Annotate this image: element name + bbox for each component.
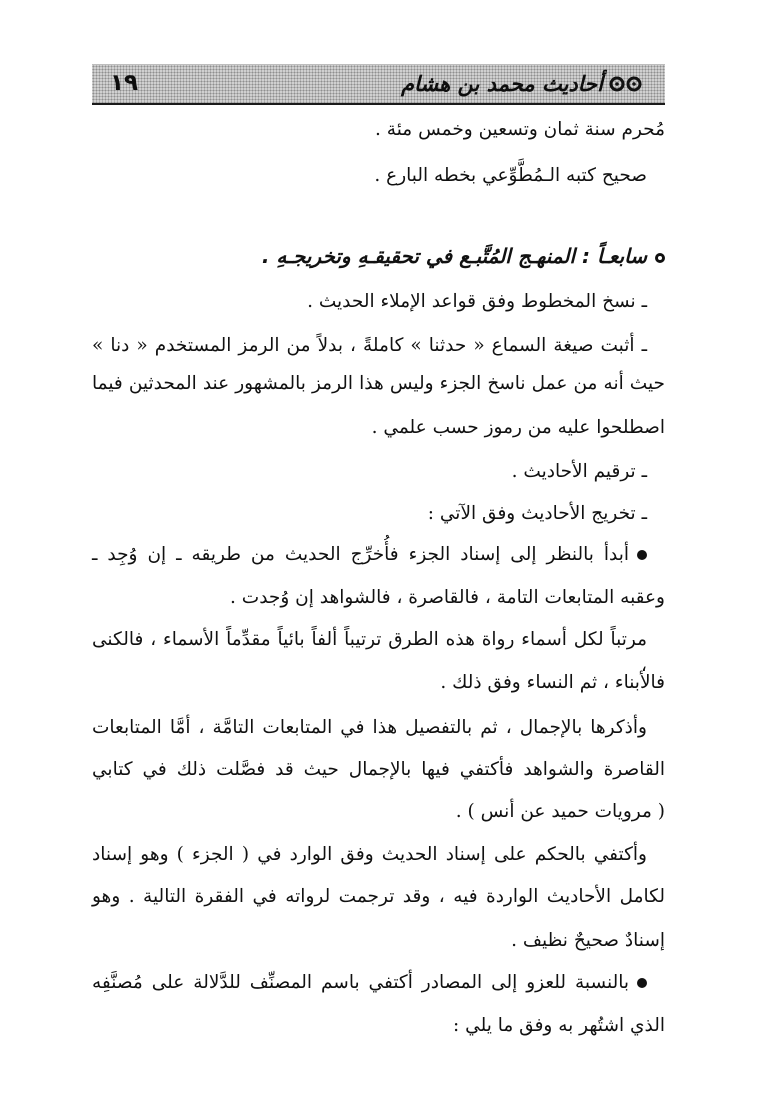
- text-line: مرتباً لكل أسماء رواة هذه الطرق ترتيباً ألفاً بائياً مقدِّماً الأسماء ، فالكنى ،: [92, 629, 647, 676]
- text-line: ـ ترقيم الأحاديث .: [511, 461, 647, 482]
- text-line: ( مرويات حميد عن أنس ) .: [455, 801, 665, 822]
- section-heading: سابعـاً : المنهـج المُتَّبـع في تحقيقـهِ وتخريجـهِ .: [261, 244, 647, 268]
- text-line: حيث أنه من عمل ناسخ الجزء وليس هذا الرمز بالمشهور عند المحدثين فيما: [92, 373, 665, 394]
- ring-bullet-icon: [655, 253, 665, 263]
- bullet-line: [92, 542, 665, 568]
- text-line: وعقبه المتابعات التامة ، فالقاصرة ، فالشواهد إن وُجدت .: [230, 587, 665, 608]
- text-line: صحيح كتبه الـمُطَّوِّعي بخطه البارع .: [374, 165, 647, 186]
- double-ring-ornament-icon: [609, 76, 647, 92]
- text-line: ـ نسخ المخطوط وفق قواعد الإملاء الحديث .: [307, 291, 647, 312]
- text-line: وأكتفي بالحكم على إسناد الحديث وفق الوارد في ( الجزء ) وهو إسناد: [92, 844, 647, 865]
- running-header: [92, 64, 665, 105]
- text-line: الذي اشتُهر به وفق ما يلي :: [453, 1015, 665, 1036]
- header-title: أحاديث محمد بن هشام: [401, 72, 603, 96]
- text-line: لكامل الأحاديث الواردة فيه ، وقد ترجمت لرواته في الفقرة التالية . وهو: [92, 886, 665, 907]
- text-line: مُحرم سنة ثمان وتسعين وخمس مئة .: [375, 119, 665, 140]
- text-line: اصطلحوا عليه من رموز حسب علمي .: [371, 417, 665, 438]
- text-line: وأذكرها بالإجمال ، ثم بالتفصيل هذا في المتابعات التامَّة ، أمَّا المتابعات: [92, 717, 647, 738]
- bullet-text: أبدأ بالنظر إلى إسناد الجزء فأُخرِّج الحديث من طريقه ـ إن وُجِد ـ: [92, 544, 629, 565]
- section-heading-line: [92, 243, 665, 271]
- text-line: إسنادٌ صحيحٌ نظيف .: [511, 930, 665, 951]
- text-line: فالأبناء ، ثم النساء وفق ذلك .: [440, 672, 665, 693]
- page-number: ١٩: [110, 70, 139, 96]
- text-line: القاصرة والشواهد فأكتفي فيها بالإجمال حيث قد فصَّلت ذلك في كتابي: [92, 759, 665, 780]
- text-line: ـ تخريج الأحاديث وفق الآتي :: [427, 503, 647, 524]
- bullet-line: [92, 970, 665, 996]
- text-line: ـ أثبت صيغة السماع « حدثنا » كاملةً ، بدلاً من الرمز المستخدم « دنا »: [92, 335, 647, 356]
- bullet-icon: [637, 978, 647, 988]
- bullet-text: بالنسبة للعزو إلى المصادر أكتفي باسم المصنِّف للدَّلالة على مُصنَّفِه: [92, 972, 629, 993]
- bullet-icon: [637, 550, 647, 560]
